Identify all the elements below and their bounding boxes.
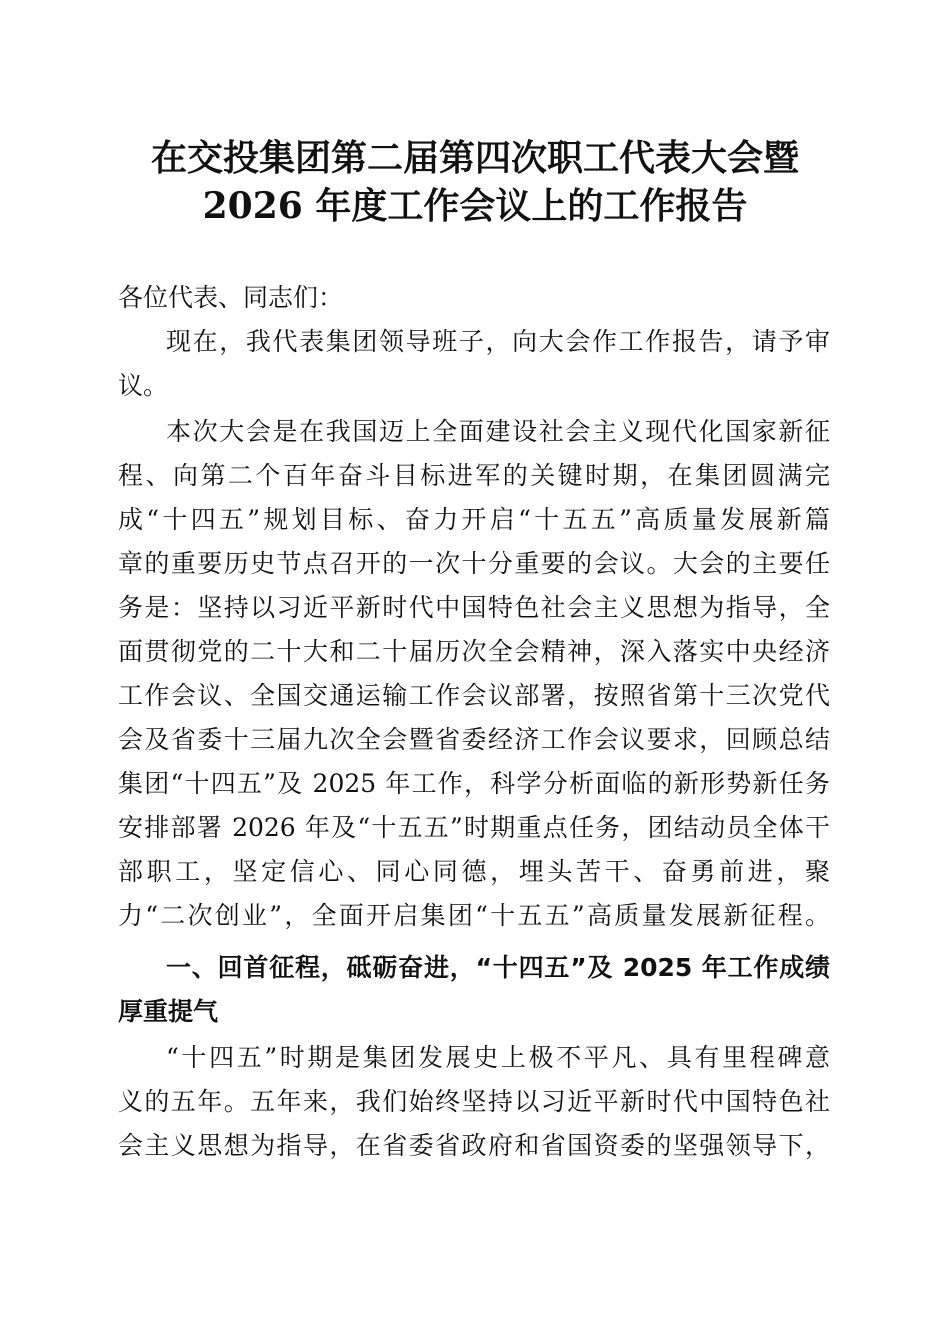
paragraph-3-line: 义的五年。五年来，我们始终坚持以习近平新时代中国特色社 — [118, 1087, 830, 1116]
paragraph-1-line: 现在，我代表集团领导班子，向大会作工作报告，请予审 — [166, 327, 830, 356]
paragraph-2-line: 务是：坚持以习近平新时代中国特色社会主义思想为指导，全 — [118, 593, 830, 622]
paragraph-3-line: 会主义思想为指导，在省委省政府和省国资委的坚强领导下， — [118, 1131, 830, 1160]
section-1-heading-line: 一、回首征程，砥砺奋进，“十四五”及 2025 年工作成绩 — [166, 953, 830, 982]
paragraph-2-line: 安排部署 2026 年及“十五五”时期重点任务，团结动员全体干 — [118, 813, 830, 842]
paragraph-2-line: 力“二次创业”，全面开启集团“十五五”高质量发展新征程。 — [118, 901, 830, 930]
paragraph-2-line: 部职工，坚定信心、同心同德，埋头苦干、奋勇前进，聚 — [118, 857, 830, 886]
section-1-heading-line: 厚重提气 — [118, 997, 219, 1026]
paragraph-2-line: 面贯彻党的二十大和二十届历次全会精神，深入落实中央经济 — [118, 637, 830, 666]
paragraph-2-line: 章的重要历史节点召开的一次十分重要的会议。大会的主要任 — [118, 549, 830, 578]
paragraph-2-line: 工作会议、全国交通运输工作会议部署，按照省第十三次党代 — [118, 681, 830, 710]
paragraph-2-line: 集团“十四五”及 2025 年工作，科学分析面临的新形势新任务 — [118, 769, 830, 798]
paragraph-2-line: 成“十四五”规划目标、奋力开启“十五五”高质量发展新篇 — [118, 505, 830, 534]
paragraph-2-line: 本次大会是在我国迈上全面建设社会主义现代化国家新征 — [166, 417, 830, 446]
paragraph-3-line: “十四五”时期是集团发展史上极不平凡、具有里程碑意 — [166, 1043, 830, 1072]
salutation: 各位代表、同志们： — [118, 283, 344, 312]
paragraph-1-line: 议。 — [118, 371, 169, 400]
document-title-line-2: 2026 年度工作会议上的工作报告 — [202, 185, 748, 227]
paragraph-2-line: 程、向第二个百年奋斗目标进军的关键时期，在集团圆满完 — [118, 461, 830, 490]
paragraph-2-line: 会及省委十三届九次全会暨省委经济工作会议要求，回顾总结 — [118, 725, 830, 754]
document-title-line-1: 在交投集团第二届第四次职工代表大会暨 — [150, 137, 799, 179]
